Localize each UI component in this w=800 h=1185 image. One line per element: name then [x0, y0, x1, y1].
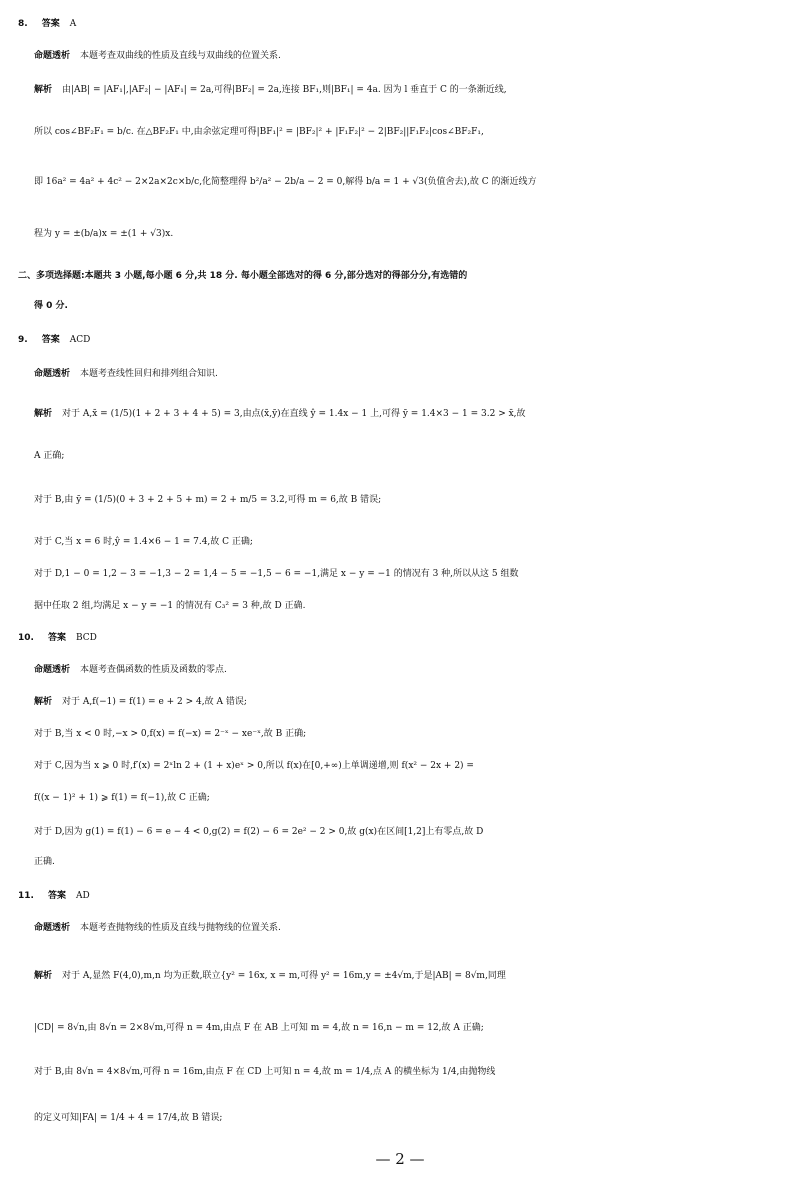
- q11-line-2: |CD| = 8√n,由 8√n = 2×8√m,可得 n = 4m,由点 F 在 AB 上可知 m = 4,故 n = 16,n − m = 12,故 A 正确;: [34, 1023, 484, 1033]
- q11-answer-line: [18, 886, 800, 906]
- q8-answer: A: [69, 19, 77, 29]
- q11-line-4: 的定义可知|FA| = 1/4 + 4 = 17/4,故 B 错误;: [34, 1113, 223, 1123]
- page-number: — 2 —: [375, 1150, 425, 1168]
- q10-answer: BCD: [75, 633, 97, 643]
- q10-analysis: 本题考查偶函数的性质及函数的零点.: [80, 665, 227, 675]
- q9-line-6: 据中任取 2 组,均满足 x − y = −1 的情况有 C₃² = 3 种,故 D 正确.: [34, 601, 306, 611]
- q10-solution-line: [34, 692, 800, 712]
- q8-line-3: 即 16a² = 4a² + 4c² − 2×2a×2c×b/c,化简整理得 b²/a² − 2b/a − 2 = 0,解得 b/a = 1 + √3(负值舍去),故 C 的渐近线方: [34, 177, 537, 187]
- q10-line-4: f((x − 1)² + 1) ⩾ f(1) = f(−1),故 C 正确;: [34, 793, 210, 803]
- q9-line-1: 对于 A,x̄ = (1/5)(1 + 2 + 3 + 4 + 5) = 3,由点(x̄,ȳ)在直线 ŷ = 1.4x − 1 上,可得 ȳ = 1.4×3 − 1 = 3.2 > x̄,故: [62, 409, 526, 419]
- q8-analysis-line: [34, 46, 800, 66]
- q10-analysis-label: 命题透析: [34, 665, 71, 675]
- q8-solution-line: [34, 80, 800, 100]
- q9-solution-label: 解析: [34, 409, 53, 419]
- q11-analysis-line: [34, 918, 800, 938]
- q8-analysis: 本题考查双曲线的性质及直线与双曲线的位置关系.: [80, 51, 281, 61]
- q9-analysis: 本题考查线性回归和排列组合知识.: [80, 369, 218, 379]
- q10-analysis-line: [34, 660, 800, 680]
- q10-line-1: 对于 A,f(−1) = f(1) = e + 2 > 4,故 A 错误;: [62, 697, 247, 707]
- q9-line-3: 对于 B,由 ȳ = (1/5)(0 + 3 + 2 + 5 + m) = 2 + m/5 = 3.2,可得 m = 6,故 B 错误;: [34, 495, 382, 505]
- q8-analysis-label: 命题透析: [34, 51, 71, 61]
- q10-line-3: 对于 C,因为当 x ⩾ 0 时,f′(x) = 2ˣln 2 + (1 + x)eˣ > 0,所以 f(x)在[0,+∞)上单调递增,则 f(x² − 2x + 2) =: [34, 761, 474, 771]
- q11-line-3: 对于 B,由 8√n = 4×8√m,可得 n = 16m,由点 F 在 CD 上可知 n = 4,故 m = 1/4,点 A 的横坐标为 1/4,由抛物线: [34, 1067, 496, 1077]
- q10-answer-line: [18, 628, 800, 648]
- q9-analysis-line: [34, 364, 800, 384]
- section-2-heading-cont: 得 0 分.: [34, 301, 68, 311]
- q9-number: 9.: [18, 335, 28, 345]
- q11-line-1: 对于 A,显然 F(4,0),m,n 均为正数,联立{y² = 16x, x = m,可得 y² = 16m,y = ±4√m,于是|AB| = 8√m,同理: [62, 971, 506, 981]
- q8-line-4: 程为 y = ±(b/a)x = ±(1 + √3)x.: [34, 229, 174, 239]
- q10-line-2: 对于 B,当 x < 0 时,−x > 0,f(x) = f(−x) = 2⁻ˣ − xe⁻ˣ,故 B 正确;: [34, 729, 307, 739]
- q10-solution-label: 解析: [34, 697, 53, 707]
- q11-answer: AD: [75, 891, 90, 901]
- q11-solution-line: [34, 966, 800, 986]
- q9-analysis-label: 命题透析: [34, 369, 71, 379]
- q8-answer-line: [18, 14, 800, 34]
- q9-answer-line: [18, 330, 800, 350]
- q11-analysis: 本题考查抛物线的性质及直线与抛物线的位置关系.: [80, 923, 281, 933]
- q10-answer-label: 答案: [47, 633, 66, 643]
- q11-answer-label: 答案: [47, 891, 66, 901]
- q9-line-4: 对于 C,当 x = 6 时,ŷ = 1.4×6 − 1 = 7.4,故 C 正确;: [34, 537, 253, 547]
- q8-line-2: 所以 cos∠BF₂F₁ = b/c. 在△BF₂F₁ 中,由余弦定理可得|BF₁|² = |BF₂|² + |F₁F₂|² − 2|BF₂||F₁F₂|cos∠BF₂F₁,: [34, 127, 484, 137]
- q11-number: 11.: [18, 891, 34, 901]
- q11-solution-label: 解析: [34, 971, 53, 981]
- q8-answer-label: 答案: [41, 19, 60, 29]
- q10-line-6: 正确.: [34, 857, 55, 867]
- q9-line-5: 对于 D,1 − 0 = 1,2 − 3 = −1,3 − 2 = 1,4 − 5 = −1,5 − 6 = −1,满足 x − y = −1 的情况有 3 种,所以从这 5 组数: [34, 569, 519, 579]
- q11-analysis-label: 命题透析: [34, 923, 71, 933]
- section-2-heading: 二、多项选择题:本题共 3 小题,每小题 6 分,共 18 分. 每小题全部选对的得 6 分,部分选对的得部分分,有选错的: [18, 271, 468, 281]
- q10-number: 10.: [18, 633, 34, 643]
- q8-number: 8.: [18, 19, 28, 29]
- q9-answer-label: 答案: [41, 335, 60, 345]
- q9-answer: ACD: [69, 335, 91, 345]
- q8-solution-label: 解析: [34, 85, 53, 95]
- q9-line-2: A 正确;: [34, 451, 65, 461]
- q10-line-5: 对于 D,因为 g(1) = f(1) − 6 = e − 4 < 0,g(2) = f(2) − 6 = 2e² − 2 > 0,故 g(x)在区间[1,2]上有零点,故 D: [34, 827, 484, 837]
- q9-solution-line: [34, 404, 800, 424]
- q8-line-1: 由|AB| = |AF₁|,|AF₂| − |AF₁| = 2a,可得|BF₂| = 2a,连接 BF₁,则|BF₁| = 4a. 因为 l 垂直于 C 的一条渐近线,: [62, 85, 507, 95]
